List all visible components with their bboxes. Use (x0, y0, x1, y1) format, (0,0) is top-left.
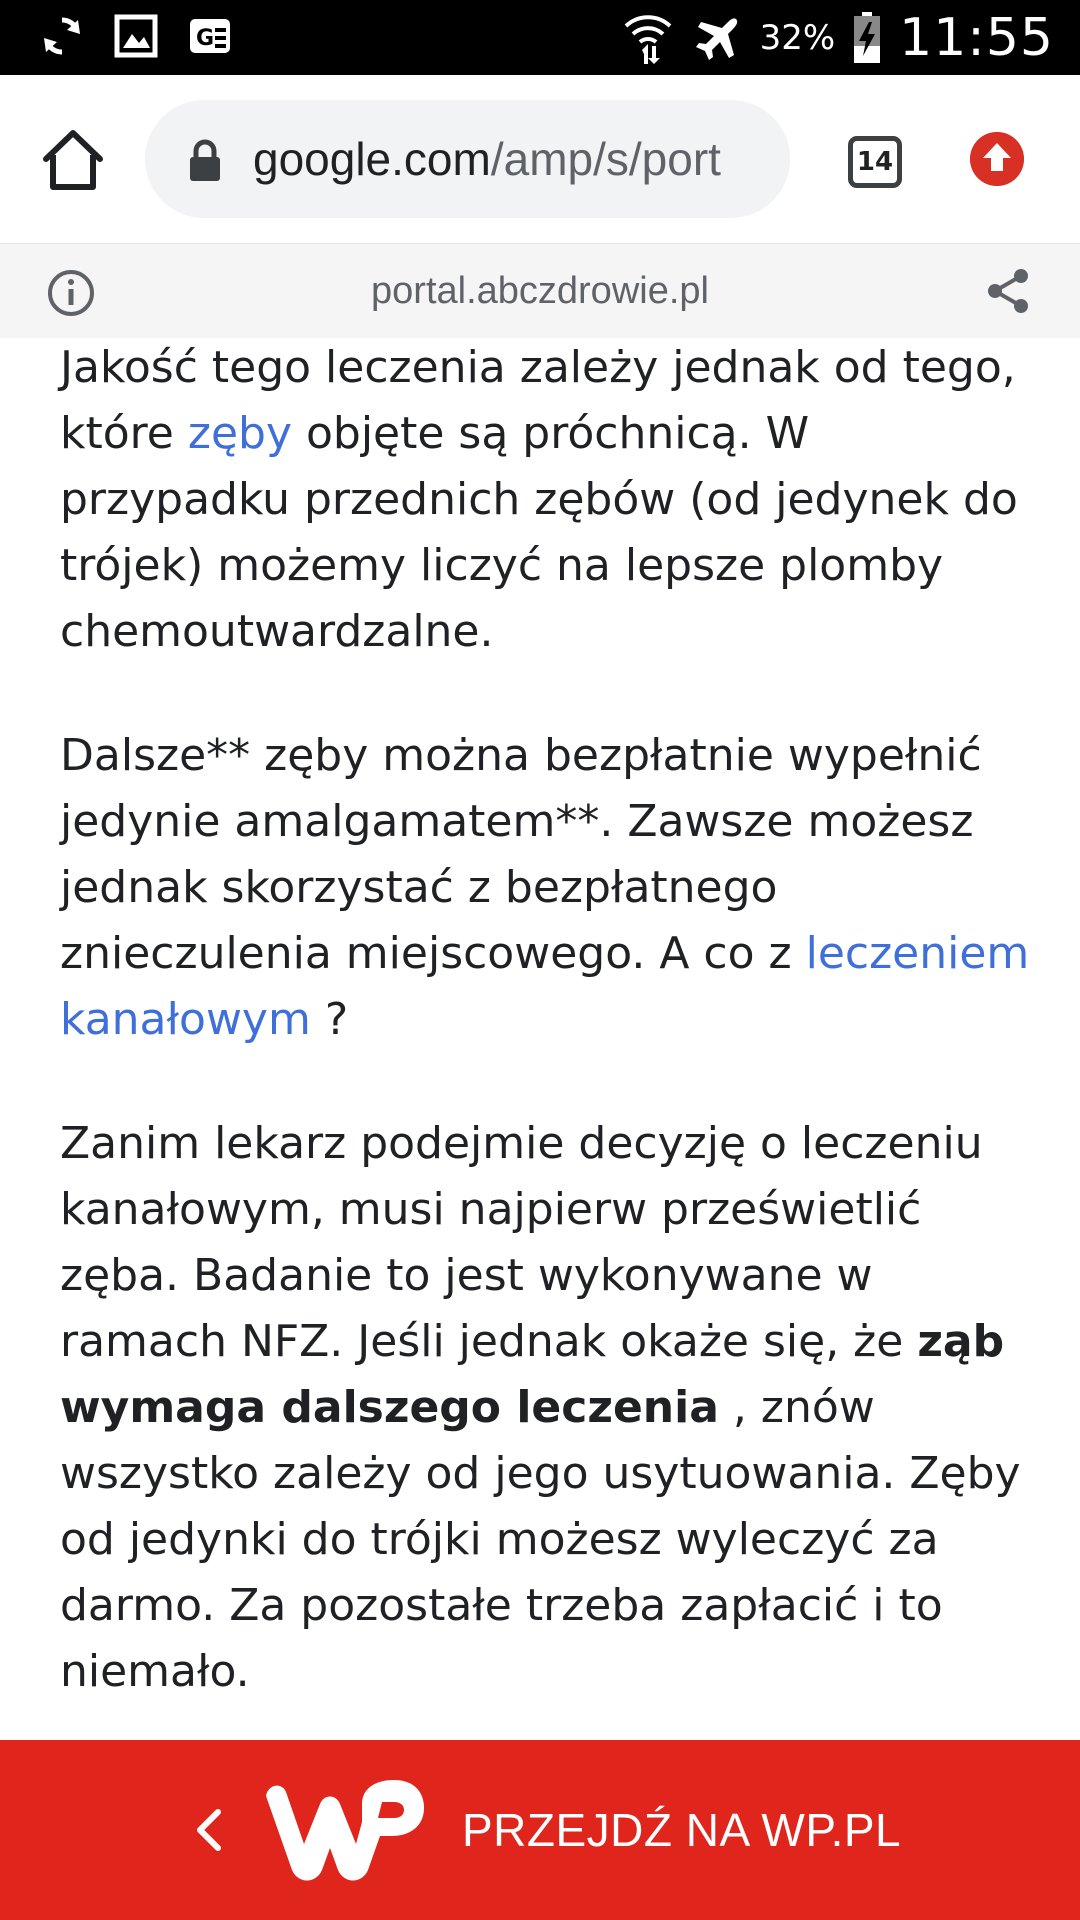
battery-percent: 32% (759, 17, 836, 58)
amp-domain: portal.abczdrowie.pl (371, 270, 709, 312)
wp-goto-label[interactable]: PRZEJDŹ NA WP.PL (462, 1804, 902, 1856)
url-path: /amp/s/port (490, 133, 721, 185)
article-paragraph-1 (60, 335, 1030, 665)
bold-phrase: ząb wymaga dalszego leczenia (60, 1316, 1005, 1433)
link-zeby[interactable]: zęby (187, 408, 292, 459)
status-bar (0, 0, 1080, 75)
article-body (60, 335, 1030, 1763)
chevron-left-icon[interactable] (190, 1802, 226, 1858)
airplane-icon (692, 13, 742, 63)
update-arrow-icon[interactable] (970, 132, 1024, 186)
url-text[interactable] (253, 100, 721, 218)
paragraph-text: objęte są próchnicą. W przypadku przednich zębów (od jedynek do trójek) możemy liczyć na lepsze plomby chemoutwardzalne. (60, 408, 1018, 657)
svg-text:G: G (196, 26, 215, 51)
image-icon (114, 14, 158, 58)
link-leczenie-kanalowe[interactable]: leczeniem kanałowym (60, 928, 1030, 1045)
address-bar[interactable] (145, 100, 790, 218)
url-fade (750, 100, 790, 218)
clock: 11:55 (899, 7, 1054, 68)
notification-icons (40, 14, 232, 58)
sync-icon (40, 14, 84, 58)
tab-switcher-button[interactable]: 14 (848, 136, 902, 188)
paragraph-text: Zanim lekarz podejmie decyzję o leczeniu kanałowym, musi najpierw prześwietlić zęba. Badanie to jest wykonywane w ramach NFZ. Jeśli jednak okaże się, że (60, 1118, 983, 1367)
wp-logo (258, 1774, 428, 1886)
lock-icon (187, 138, 223, 182)
wifi-icon (622, 10, 674, 66)
paragraph-text: ? (310, 994, 349, 1045)
amp-header (0, 243, 1080, 338)
battery-icon (853, 12, 881, 64)
share-icon[interactable] (985, 267, 1031, 315)
article-paragraph-3 (60, 1111, 1030, 1705)
wp-banner[interactable] (0, 1740, 1080, 1920)
news-icon (188, 17, 232, 55)
browser-toolbar (0, 75, 1080, 243)
article-paragraph-2 (60, 723, 1030, 1053)
home-icon[interactable] (38, 127, 108, 193)
url-domain: google.com (253, 133, 491, 185)
paragraph-text: Dalsze** zęby można bezpłatnie wypełnić jedynie amalgamatem**. Zawsze możesz jednak skorzystać z bezpłatnego znieczulenia miejscowego. A co z (60, 730, 982, 979)
paragraph-text: , znów wszystko zależy od jego usytuowania. Zęby od jedynki do trójki możesz wyleczyć za darmo. Za pozostałe trzeba zapłacić i to niemało. (60, 1382, 1021, 1697)
paragraph-text: Jakość tego leczenia zależy jednak od tego, które (60, 342, 1016, 459)
